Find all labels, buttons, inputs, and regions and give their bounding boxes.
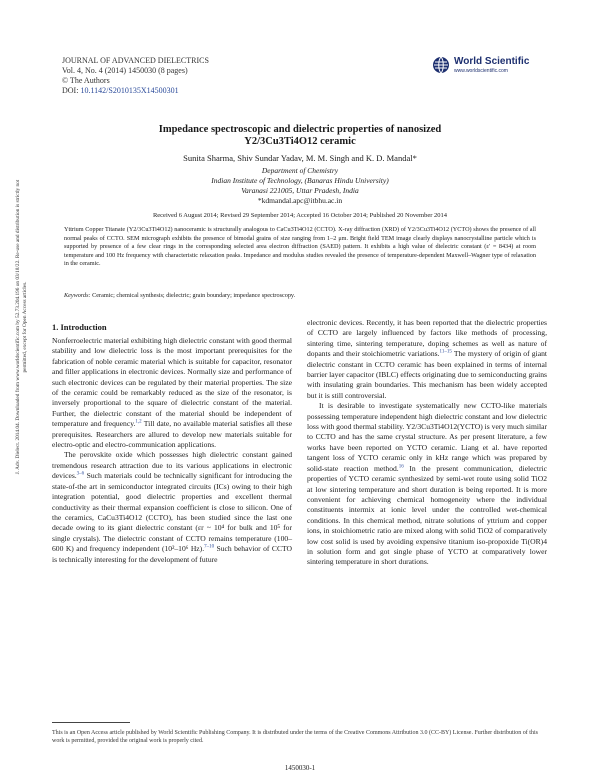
column-right: [307, 318, 547, 568]
citation-ref[interactable]: 3–6: [76, 471, 85, 477]
intro-paragraph-2: The perovskite oxide which possesses high dielectric constant gained tremendous research attraction due to its various applications in electronic devices.$^{3-6}$ Such materials could be technically significant for introducing the state-of-the art in semiconductor integrated circuits (ICs) owing to their high integration potential, good dielectric properties and excellent thermal conductivity as their thermal expansion coefficient is close to silicon. One of the ceramics, CaCu3Ti4O12 (CCTO), has been studied since the last one decade owing to its giant dielectric constant (εr ~ 10⁴ for bulk and 10⁵ for single crystals). The dielectric constant of CCTO remains temperature (100–600 K) and frequency independent (10²–10⁶ Hz).$^{7-10}$ Such behavior of CCTO is technically interesting for the development of future: [52, 450, 292, 564]
keywords: [64, 292, 536, 299]
license-footnote: This is an Open Access article published by World Scientific Publishing Company. It is distributed under the terms of the Creative Commons Attribution 3.0 (CC-BY) License. Further distribution of this work is permitted, provided the original work is properly cited.: [52, 730, 538, 744]
section-heading: 1. Introduction: [52, 322, 107, 332]
intro-paragraph-1: Nonferroelectric material exhibiting high dielectric constant with good thermal stability and low dielectric loss is the most important prerequisites for the fabrication of noble ceramic material which is suitable for capacitor, resonator and filler applications in electronic devices. Normally size and performance of such electronic devices can be regulated by their material properties. The size of the ceramic could be remarkably reduced as the size of the resonator, is inversely proportional to the square of dielectric constant of the material. Further, the dielectric constant of the material should be independent of temperature and frequency.$^{1,2}$ Till date, no available material satisfies all these prerequisites. Researchers are allured to develop new materials suitable for electro-optic and electro-communication applications.: [52, 336, 292, 450]
intro-paragraph-4: It is desirable to investigate systematically new CCTO-like materials possessing temperature independent high dielectric constant and low dielectric loss with good thermal stability. Y2/3Cu3Ti4O12(YCTO) is very much similar to CCTO and has the same crystal structure. As per present literature, a few works have been reported on YCTO ceramic. Liang et al. have reported tangent loss of YCTO ceramic only in kHz range which was prepared by solid-state reaction method.$^{16}$ In the present communication, dielectric properties of YCTO ceramic synthesized by semi-wet route using solid TiO2 at low sintering temperature and short duration is being reported. It is more convenient for achieving chemical homogeneity where the individual constituents intermix at ionic level under the controlled wet-chemical conditions. In this chemical method, nitrate solutions of yttrium and copper ions, in stoichiometric ratio are mixed along with solid TiO2 of comparatively low cost solid is used by avoiding expensive titanium iso-propoxide Ti(OR)4 in solution form and got single phase of YCTO at comparatively lower sintering temperature in short durations.: [307, 401, 547, 567]
page-number: 1450030-1: [284, 764, 316, 772]
affiliation: [100, 166, 500, 206]
journal-volume: Vol. 4, No. 4 (2014) 1450030 (8 pages): [62, 66, 188, 75]
department: Department of Chemistry: [261, 166, 339, 175]
title-line-2: Y2/3Cu3Ti4O12 ceramic: [244, 136, 356, 147]
journal-header: [62, 56, 209, 96]
globe-icon: [432, 56, 450, 74]
publisher-logo: [432, 54, 552, 76]
received-dates: Received 6 August 2014; Revised 29 September 2014; Accepted 16 October 2014; Published 20 November 2014: [152, 212, 448, 219]
article-title: [100, 124, 500, 148]
city: Varanasi 221005, Uttar Pradesh, India: [241, 186, 359, 195]
citation-ref[interactable]: 11–15: [439, 349, 452, 355]
title-line-1: Impedance spectroscopic and dielectric properties of nanosized: [158, 124, 442, 135]
abstract: Yttrium Copper Titanate (Y2/3Cu3Ti4O12) nanoceramic is structurally analogous to CaCu3Ti4O12 (CCTO). X-ray diffraction (XRD) of Y2/3Cu3Ti4O12 (YCTO) shows the presence of all normal peaks of CCTO. SEM micrograph exhibits the presence of bimodal grains of size ranging from 1–2 μm. Bright field TEM image clearly displays nanocrystalline particle which is supported by presence of a few clear rings in the corresponding selected area electron diffraction (SAED) pattern. It exhibits a high value of dielectric constant (ε′ = 8434) at room temperature and 100 Hz frequency with characteristic relaxation peaks. Impedance and modulus studies revealed the presence of temperature-dependent Maxwell–Wagner type of relaxation in the ceramic.: [64, 226, 536, 267]
download-sidebar: J. Adv. Dielect. 2014.04. Downloaded from www.worldscientific.com by 52.73.204.196 on 03/18/22. Re-use and distribution is strictly not permitted, except for Open Access articles.: [15, 179, 28, 475]
institute: Indian Institute of Technology, (Banaras Hindu University): [211, 176, 389, 185]
keywords-list: Ceramic; chemical synthesis; dielectric; grain boundary; impedance spectroscopy.: [92, 292, 296, 299]
authors: Sunita Sharma, Shiv Sundar Yadav, M. M. Singh and K. D. Mandal*: [183, 153, 417, 163]
journal-doi: DOI: 10.1142/S2010135X14500301: [62, 86, 179, 95]
intro-paragraph-3: electronic devices. Recently, it has been reported that the dielectric properties of CCTO are largely influenced by factors like methods of processing, sintering time, sintering temperature, doping schemes as well as nature of dopants and their stoichiometric variations.$^{11-15}$ The mystery of origin of giant dielectric constant in CCTO ceramic has been explained in terms of internal barrier layer capacitor (IBLC) effects originating due to semiconducting grains with insulating grain boundaries. This mechanism has been widely accepted but it is still controversial.: [307, 318, 547, 400]
footnote-divider: [52, 722, 130, 723]
publisher-name: World Scientific: [454, 56, 530, 67]
column-left: [52, 336, 292, 565]
keywords-label: Keywords:: [64, 292, 91, 299]
citation-ref[interactable]: 7–10: [204, 544, 215, 550]
citation-ref[interactable]: 16: [398, 464, 404, 470]
citation-ref[interactable]: 1,2: [135, 419, 142, 425]
publisher-url: www.worldscientific.com: [454, 68, 508, 74]
email: *kdmandal.apc@itbhu.ac.in: [257, 196, 343, 205]
doi-link[interactable]: 10.1142/S2010135X14500301: [80, 86, 179, 95]
journal-name: JOURNAL OF ADVANCED DIELECTRICS: [62, 56, 209, 65]
journal-copyright: © The Authors: [62, 76, 110, 85]
